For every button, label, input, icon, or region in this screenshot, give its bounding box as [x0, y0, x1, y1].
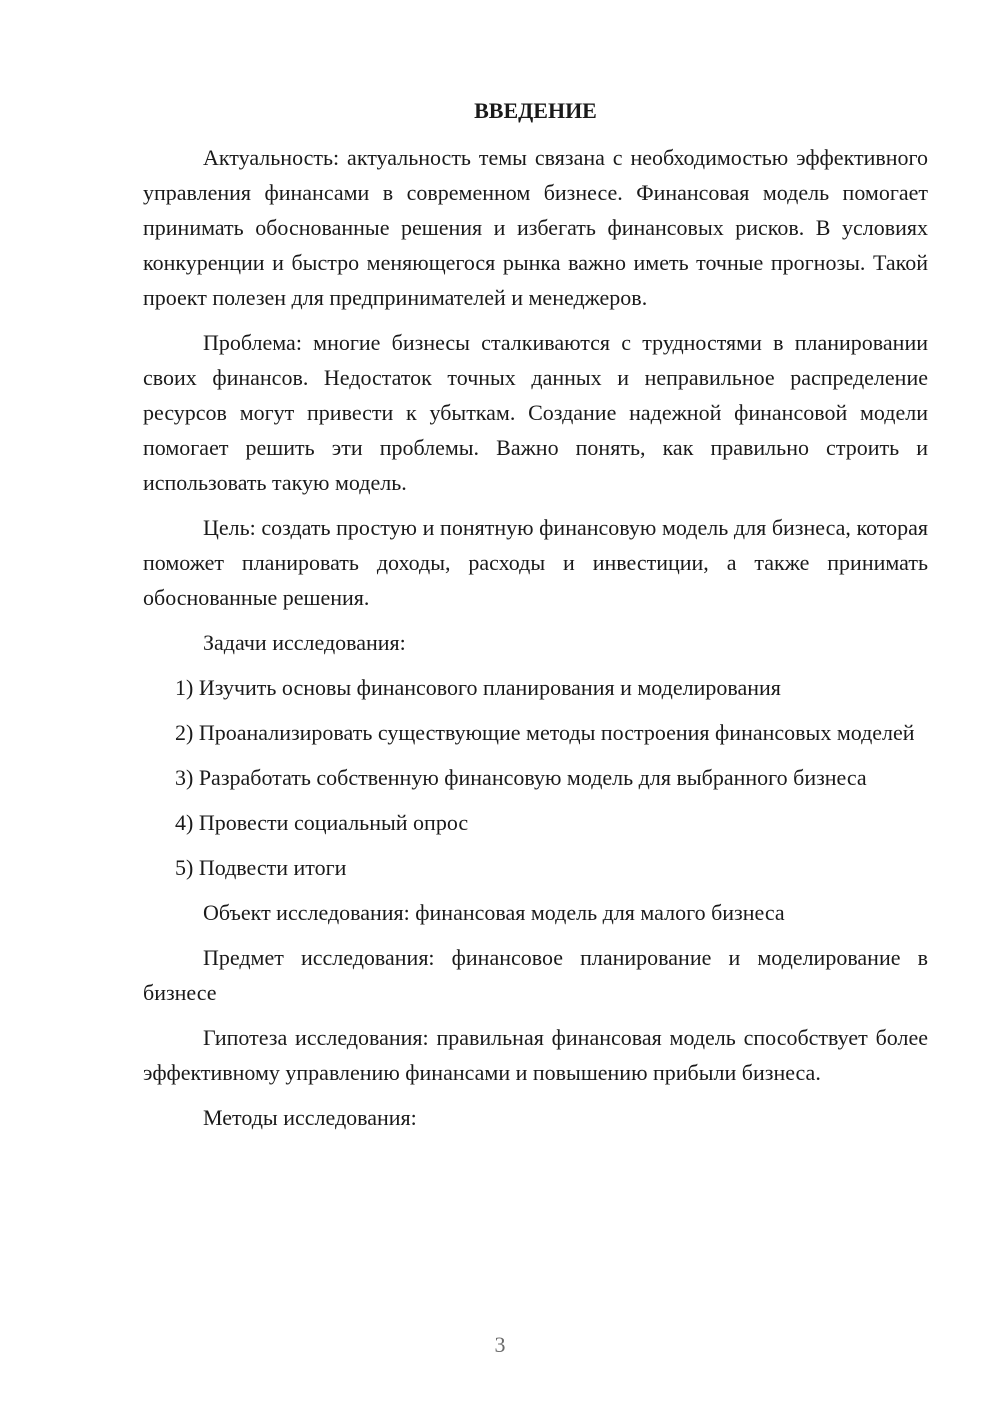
document-page [143, 94, 928, 1145]
tasks-label: Задачи исследования: [203, 630, 406, 655]
problem-paragraph: Проблема: многие бизнесы сталкиваются с трудностями в планировании своих финансов. Недостаток точных данных и неправильное распределение ресурсов могут привести к убыткам. Создание надежной финансовой модели помогает решить эти проблемы. Важно понять, как правильно строить и использовать такую модель. [143, 330, 928, 495]
object-paragraph: Объект исследования: финансовая модель для малого бизнеса [203, 900, 785, 925]
task-item: 2) Проанализировать существующие методы построения финансовых моделей [175, 720, 915, 745]
page-number: 3 [494, 1332, 506, 1357]
task-item: 5) Подвести итоги [175, 855, 347, 880]
task-item: 4) Провести социальный опрос [175, 810, 469, 835]
task-item: 3) Разработать собственную финансовую модель для выбранного бизнеса [175, 765, 867, 790]
goal-paragraph: Цель: создать простую и понятную финансовую модель для бизнеса, которая поможет планировать доходы, расходы и инвестиции, а также принимать обоснованные решения. [143, 515, 928, 610]
hypothesis-paragraph: Гипотеза исследования: правильная финансовая модель способствует более эффективному управлению финансами и повышению прибыли бизнеса. [143, 1025, 928, 1085]
page-title: ВВЕДЕНИЕ [474, 98, 597, 123]
relevance-paragraph: Актуальность: актуальность темы связана с необходимостью эффективного управления финансами в современном бизнесе. Финансовая модель помогает принимать обоснованные решения и избегать финансовых рисков. В условиях конкуренции и быстро меняющегося рынка важно иметь точные прогнозы. Такой проект полезен для предпринимателей и менеджеров. [143, 145, 928, 310]
methods-label: Методы исследования: [203, 1105, 417, 1130]
task-item: 1) Изучить основы финансового планирования и моделирования [175, 675, 781, 700]
subject-paragraph: Предмет исследования: финансовое планирование и моделирование в бизнесе [143, 945, 928, 1005]
